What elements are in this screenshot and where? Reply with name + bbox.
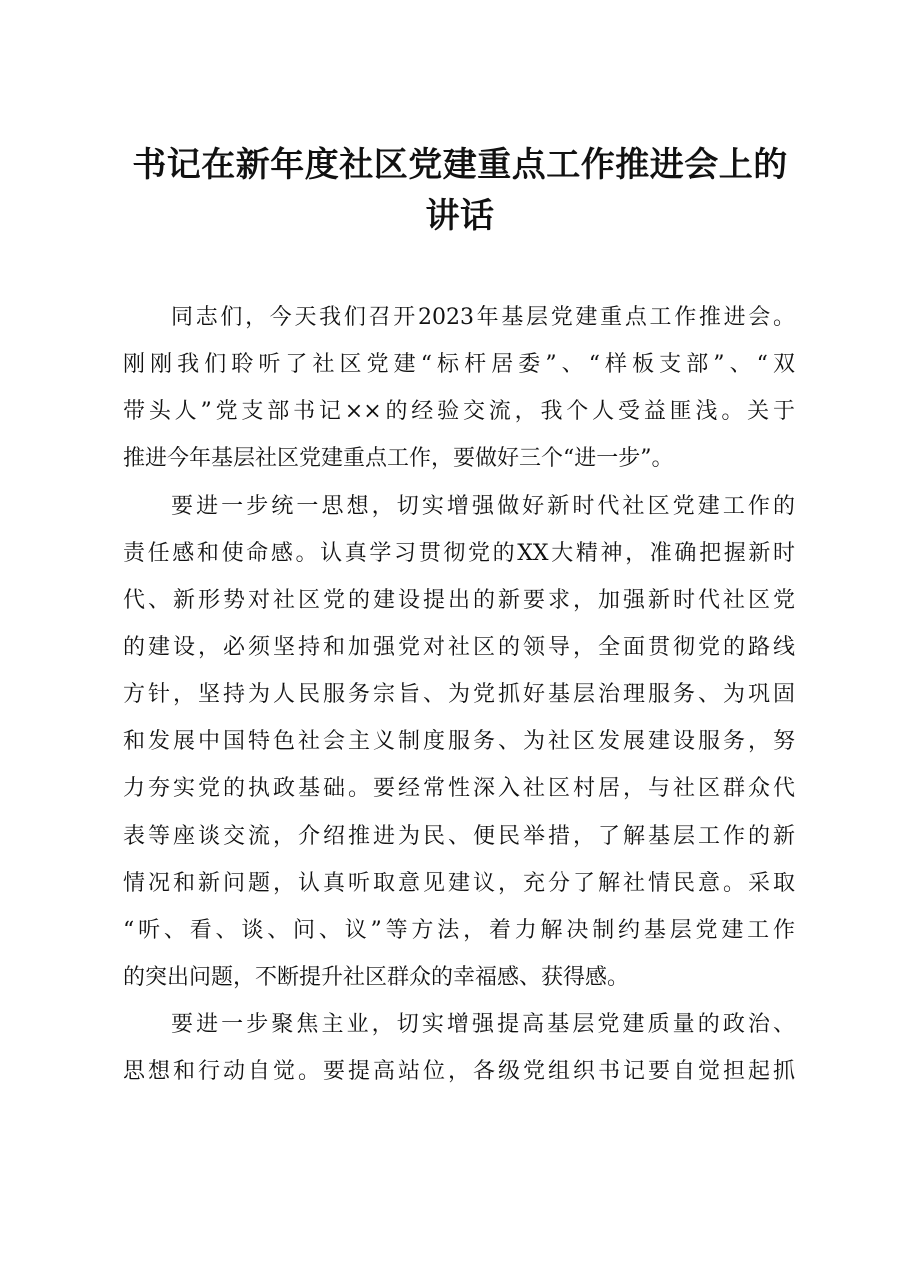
body-line: 情况和新问题，认真听取意见建议，充分了解社情民意。采取 — [123, 871, 795, 896]
body-line: 代、新形势对社区党的建设提出的新要求，加强新时代社区党 — [123, 588, 795, 613]
body-line: 思想和行动自觉。要提高站位，各级党组织书记要自觉担起抓 — [123, 1059, 795, 1084]
body-line: 表等座谈交流，介绍推进为民、便民举措，了解基层工作的新 — [123, 824, 795, 849]
body-line: 的建设，必须坚持和加强党对社区的领导，全面贯彻党的路线 — [123, 635, 795, 660]
body-line: 推进今年基层社区党建重点工作，要做好三个“进一步”。 — [123, 446, 674, 471]
body-line: 的突出问题，不断提升社区群众的幸福感、获得感。 — [123, 965, 630, 990]
body-line: “听、看、谈、问、议”等方法，着力解决制约基层党建工作 — [123, 918, 795, 943]
body-line: 和发展中国特色社会主义制度服务、为社区发展建设服务，努 — [123, 729, 795, 754]
document-title: 书记在新年度社区党建重点工作推进会上的讲话 — [132, 145, 788, 236]
body-line: 同志们，今天我们召开2023年基层党建重点工作推进会。 — [171, 305, 795, 330]
body-line: 要进一步统一思想，切实增强做好新时代社区党建工作的 — [171, 494, 795, 519]
body-line: 力夯实党的执政基础。要经常性深入社区村居，与社区群众代 — [123, 776, 795, 801]
body-line: 责任感和使命感。认真学习贯彻党的XX大精神，准确把握新时 — [123, 541, 795, 566]
body-line: 要进一步聚焦主业，切实增强提高基层党建质量的政治、 — [171, 1012, 795, 1037]
body-line: 带头人”党支部书记××的经验交流，我个人受益匪浅。关于 — [123, 399, 795, 424]
body-line: 方针，坚持为人民服务宗旨、为党抓好基层治理服务、为巩固 — [123, 682, 795, 707]
body-line: 刚刚我们聆听了社区党建“标杆居委”、“样板支部”、“双 — [123, 352, 795, 377]
